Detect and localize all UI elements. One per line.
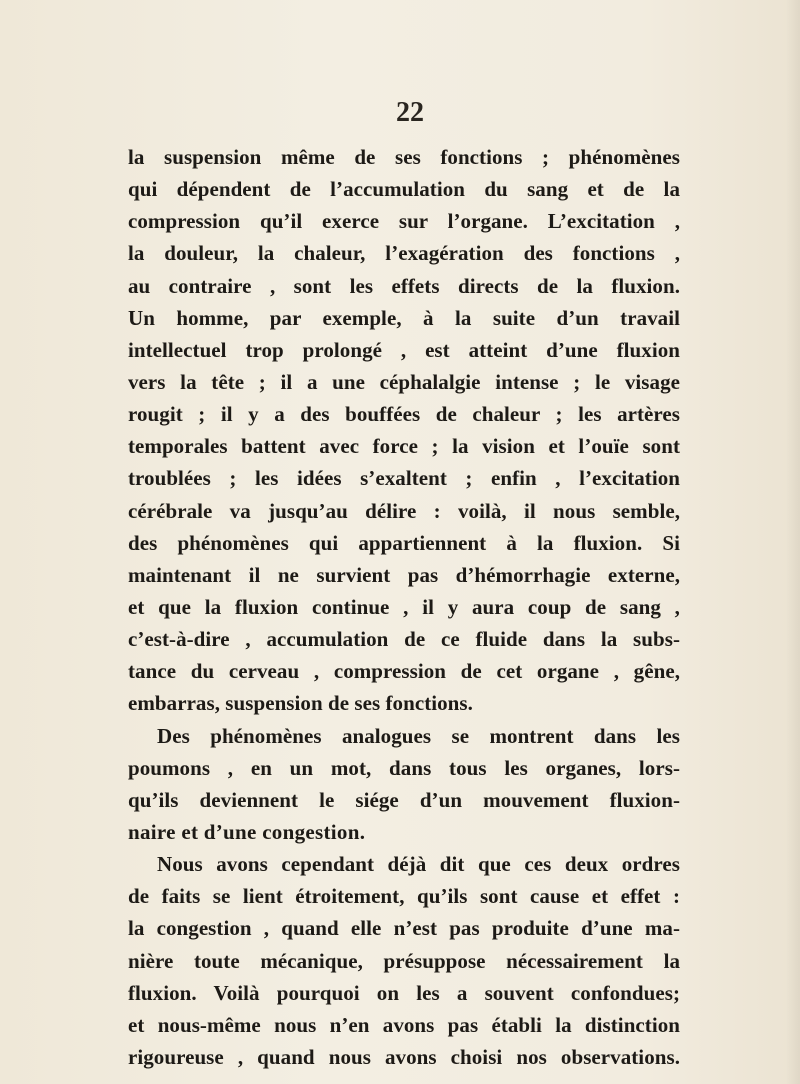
body-text bbox=[128, 141, 680, 1073]
text-line: poumons , en un mot, dans tous les organes, lors- bbox=[128, 755, 680, 780]
text-line: qu’ils deviennent le siége d’un mouvement fluxion- bbox=[128, 787, 680, 812]
text-line: embarras, suspension de ses fonctions. bbox=[128, 691, 473, 716]
text-line: et nous-même nous n’en avons pas établi la distinction bbox=[128, 1012, 680, 1037]
page-edge-shadow bbox=[786, 0, 800, 1084]
text-line: intellectuel trop prolongé , est atteint d’une fluxion bbox=[128, 337, 680, 362]
page-number: 22 bbox=[396, 97, 424, 128]
text-line: Un homme, par exemple, à la suite d’un travail bbox=[128, 305, 680, 330]
text-line: cérébrale va jusqu’au délire : voilà, il nous semble, bbox=[128, 498, 680, 523]
text-line: rougit ; il y a des bouffées de chaleur ; les artères bbox=[128, 402, 680, 427]
text-line-paragraph-start: Nous avons cependant déjà dit que ces deux ordres bbox=[157, 852, 680, 877]
text-line: au contraire , sont les effets directs de la fluxion. bbox=[128, 273, 680, 298]
text-line: fluxion. Voilà pourquoi on les a souvent confondues; bbox=[128, 980, 680, 1005]
text-line: la congestion , quand elle n’est pas produite d’une ma- bbox=[128, 916, 680, 941]
text-line: c’est-à-dire , accumulation de ce fluide dans la subs- bbox=[128, 627, 680, 652]
text-line: la douleur, la chaleur, l’exagération des fonctions , bbox=[128, 241, 680, 266]
text-line: la suspension même de ses fonctions ; phénomènes bbox=[128, 145, 680, 169]
text-line: des phénomènes qui appartiennent à la fluxion. Si bbox=[128, 530, 680, 555]
text-line: et que la fluxion continue , il y aura coup de sang , bbox=[128, 594, 680, 619]
text-line: vers la tête ; il a une céphalalgie intense ; le visage bbox=[128, 369, 680, 394]
text-line: troublées ; les idées s’exaltent ; enfin , l’excitation bbox=[128, 466, 680, 491]
text-line: naire et d’une congestion. bbox=[128, 819, 366, 844]
text-line: rigoureuse , quand nous avons choisi nos observations. bbox=[128, 1044, 680, 1069]
text-line: compression qu’il exerce sur l’organe. L’excitation , bbox=[128, 209, 680, 234]
text-line: maintenant il ne survient pas d’hémorrhagie externe, bbox=[128, 562, 680, 587]
text-line: qui dépendent de l’accumulation du sang et de la bbox=[128, 177, 680, 202]
text-line: nière toute mécanique, présuppose nécessairement la bbox=[128, 948, 680, 973]
text-line: temporales battent avec force ; la vision et l’ouïe sont bbox=[128, 434, 680, 459]
text-line-paragraph-start: Des phénomènes analogues se montrent dans les bbox=[157, 723, 680, 748]
text-line: tance du cerveau , compression de cet organe , gêne, bbox=[128, 659, 680, 684]
text-line: de faits se lient étroitement, qu’ils sont cause et effet : bbox=[128, 884, 680, 909]
